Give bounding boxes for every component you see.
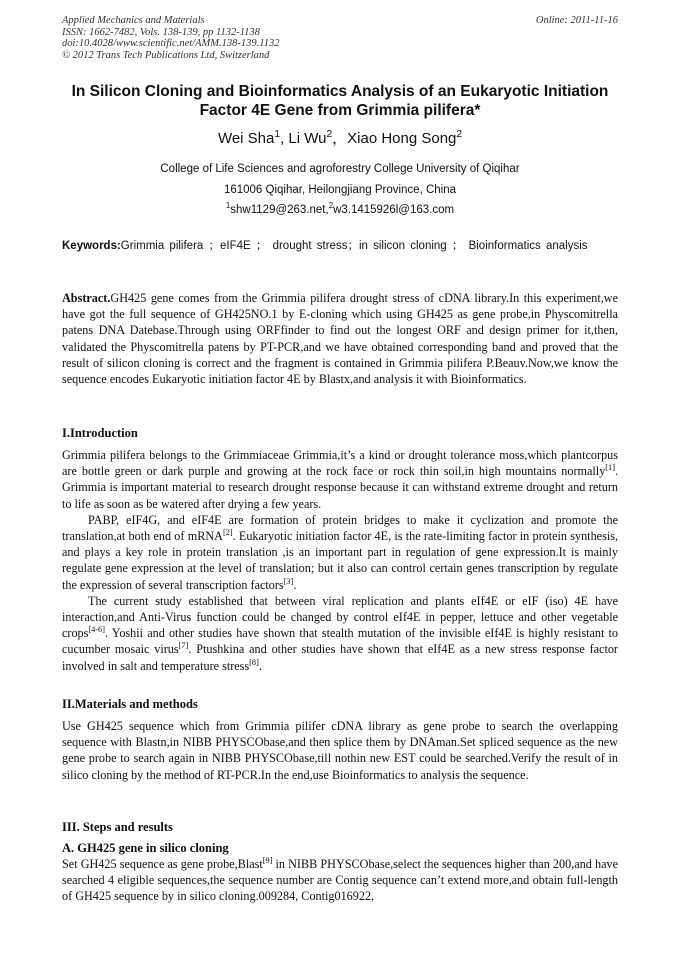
- text-run: Grimmia pilifera belongs to the Grimmiaceae Grimmia,it’s a kind or drought tolerance moss,which plantcorpus are bottle green or dark purple and growing at the rock face or rock thin soil,in high mountains normally: [62, 448, 618, 479]
- issn-line: ISSN: 1662-7482, Vols. 138-139, pp 1132-1138: [62, 26, 260, 38]
- text-run: in NIBB PHYSCObase,select the sequences higher than 200,and have searched 4 eligible sequences,the sequence number are Contig sequence can’t extend more,and obtain full-length of GH425 sequence by in silico cloning.009284, Contig016922,: [62, 857, 618, 904]
- results-body: [62, 856, 618, 905]
- affiliation-address: 161006 Qiqihar, Heilongjiang Province, China: [223, 184, 457, 196]
- methods-body: Use GH425 sequence which from Grimmia pilifer cDNA library as gene probe to search the overlapping sequence with Blastn,in NIBB PHYSCObase,and then splice them by DNAman.Set spliced sequence as the new gene probe to search again in NIBB PHYSCObase,till nothin new EST could be searched.Verify the result of in silico cloning by the method of RT-PCR.In the end,use Bioinformatics to analysis the sequence.: [62, 719, 618, 782]
- text-run: . Grimmia is important material to research drought response because it can withstand extreme drought and return to life as soon as be watered after drying a few years.: [62, 464, 618, 511]
- paragraph: [62, 593, 618, 674]
- author-separator: ，: [332, 130, 348, 147]
- citation[interactable]: [1]: [605, 463, 615, 473]
- text-run: The current study established that between viral replication and plants eIf4E or eIF (iso) 4E have interaction,and Anti-Virus function could be changed by control eIf4E in pepper, lettuce and other vegetable crops: [62, 593, 618, 641]
- author-name: Xiao Hong Song: [347, 130, 457, 147]
- text-run: .: [258, 658, 262, 673]
- citation[interactable]: [4-6]: [88, 625, 105, 635]
- author-affiliation-mark: 2: [456, 129, 463, 140]
- citation[interactable]: [3]: [283, 576, 294, 586]
- journal-name: Applied Mechanics and Materials: [62, 15, 205, 26]
- email-mark: 2: [328, 201, 334, 211]
- citation[interactable]: [9]: [262, 855, 273, 865]
- abstract-text: GH425 gene comes from the Grimmia pilifera drought stress of cDNA library.In this experiment,we have got the full sequence of GH425NO.1 by E-cloning which using GH425 as gene probe,in Physcomitrella patens DNA Datebase.Through using ORFfinder to find out the longest ORF and design primer for it,then, validated the Physcomitrella patens by PT-PCR,and we have obtained corresponding band and proved that the result of silicon cloning is correct and the fragment is contained in Grimmia pilifera P.Beauv.Now,we know the sequence encodes Eukaryotic initiation factor 4E by Blastx,and analysis it with Bioinformatics.: [62, 291, 618, 387]
- author-affiliation-mark: 2: [326, 129, 333, 140]
- introduction-body: [62, 447, 618, 674]
- citation[interactable]: [2]: [222, 527, 233, 537]
- doi-line: doi:10.4028/www.scientific.net/AMM.138-139.1132: [62, 38, 280, 49]
- text-run: .: [293, 577, 297, 592]
- author-separator: ,: [280, 130, 289, 147]
- citation[interactable]: [8]: [249, 657, 259, 667]
- author-name: Wei Sha: [217, 130, 275, 147]
- text-run: PABP, eIF4G, and eIF4E are formation of protein bridges to make it cyclization and promote the translation,at both end of mRNA: [62, 512, 618, 544]
- email-link[interactable]: w3.1415926l@163.com: [333, 204, 455, 216]
- author-affiliation-mark: 1: [274, 129, 281, 140]
- text-run: Set GH425 sequence as gene probe,Blast: [62, 857, 263, 871]
- abstract-label: Abstract.: [62, 291, 111, 305]
- text-run: . Eukaryotic initiation factor 4E, is the rate-limiting factor in protein synthesis, and plays a key role in protein translation ,is an important part in regulation of gene expression.It is mainly regulate gene expression at the level of translation; but it also can control certain genes transcription by regulate the expression of several transcription factors: [62, 529, 618, 592]
- copyright-line: © 2012 Trans Tech Publications Ltd, Switzerland: [62, 49, 270, 61]
- text-run: . Yoshii and other studies have shown that stealth mutation of the invisible eIf4E is highly resistant to cucumber mosaic virus: [62, 626, 618, 657]
- section-heading-methods: II.Materials and methods: [62, 697, 198, 711]
- online-date: Online: 2011-11-16: [535, 15, 618, 26]
- email-mark: 1: [225, 201, 231, 211]
- journal-header: [62, 15, 618, 61]
- text-run: . Ptushkina and other studies have shown that eIf4E as a new stress response factor involved in salt and temperature stress: [62, 642, 618, 673]
- author-list: [62, 129, 618, 149]
- paragraph: [62, 447, 618, 512]
- email-link[interactable]: shw1129@263.net,: [230, 204, 329, 216]
- paper-title: In Silicon Cloning and Bioinformatics Analysis of an Eukaryotic Initiation Factor 4E Gene from Grimmia pilifera*: [71, 83, 609, 119]
- keywords-text: Grimmia pilifera ；eIF4E ； drought stress；in silicon cloning ； Bioinformatics analysis: [120, 240, 588, 252]
- section-heading-introduction: I.Introduction: [62, 426, 138, 440]
- section-heading-results: III. Steps and results: [62, 820, 173, 834]
- affiliation-line: College of Life Sciences and agroforestry College University of Qiqihar: [160, 163, 520, 175]
- author-name: Li Wu: [288, 130, 327, 147]
- paragraph: [62, 512, 618, 593]
- keywords: [62, 238, 618, 254]
- subsection-heading: A. GH425 gene in silico cloning: [62, 841, 229, 855]
- keywords-label: Keywords:: [62, 240, 121, 252]
- author-emails: [62, 203, 618, 218]
- abstract: [62, 290, 618, 387]
- citation[interactable]: [7]: [178, 641, 189, 651]
